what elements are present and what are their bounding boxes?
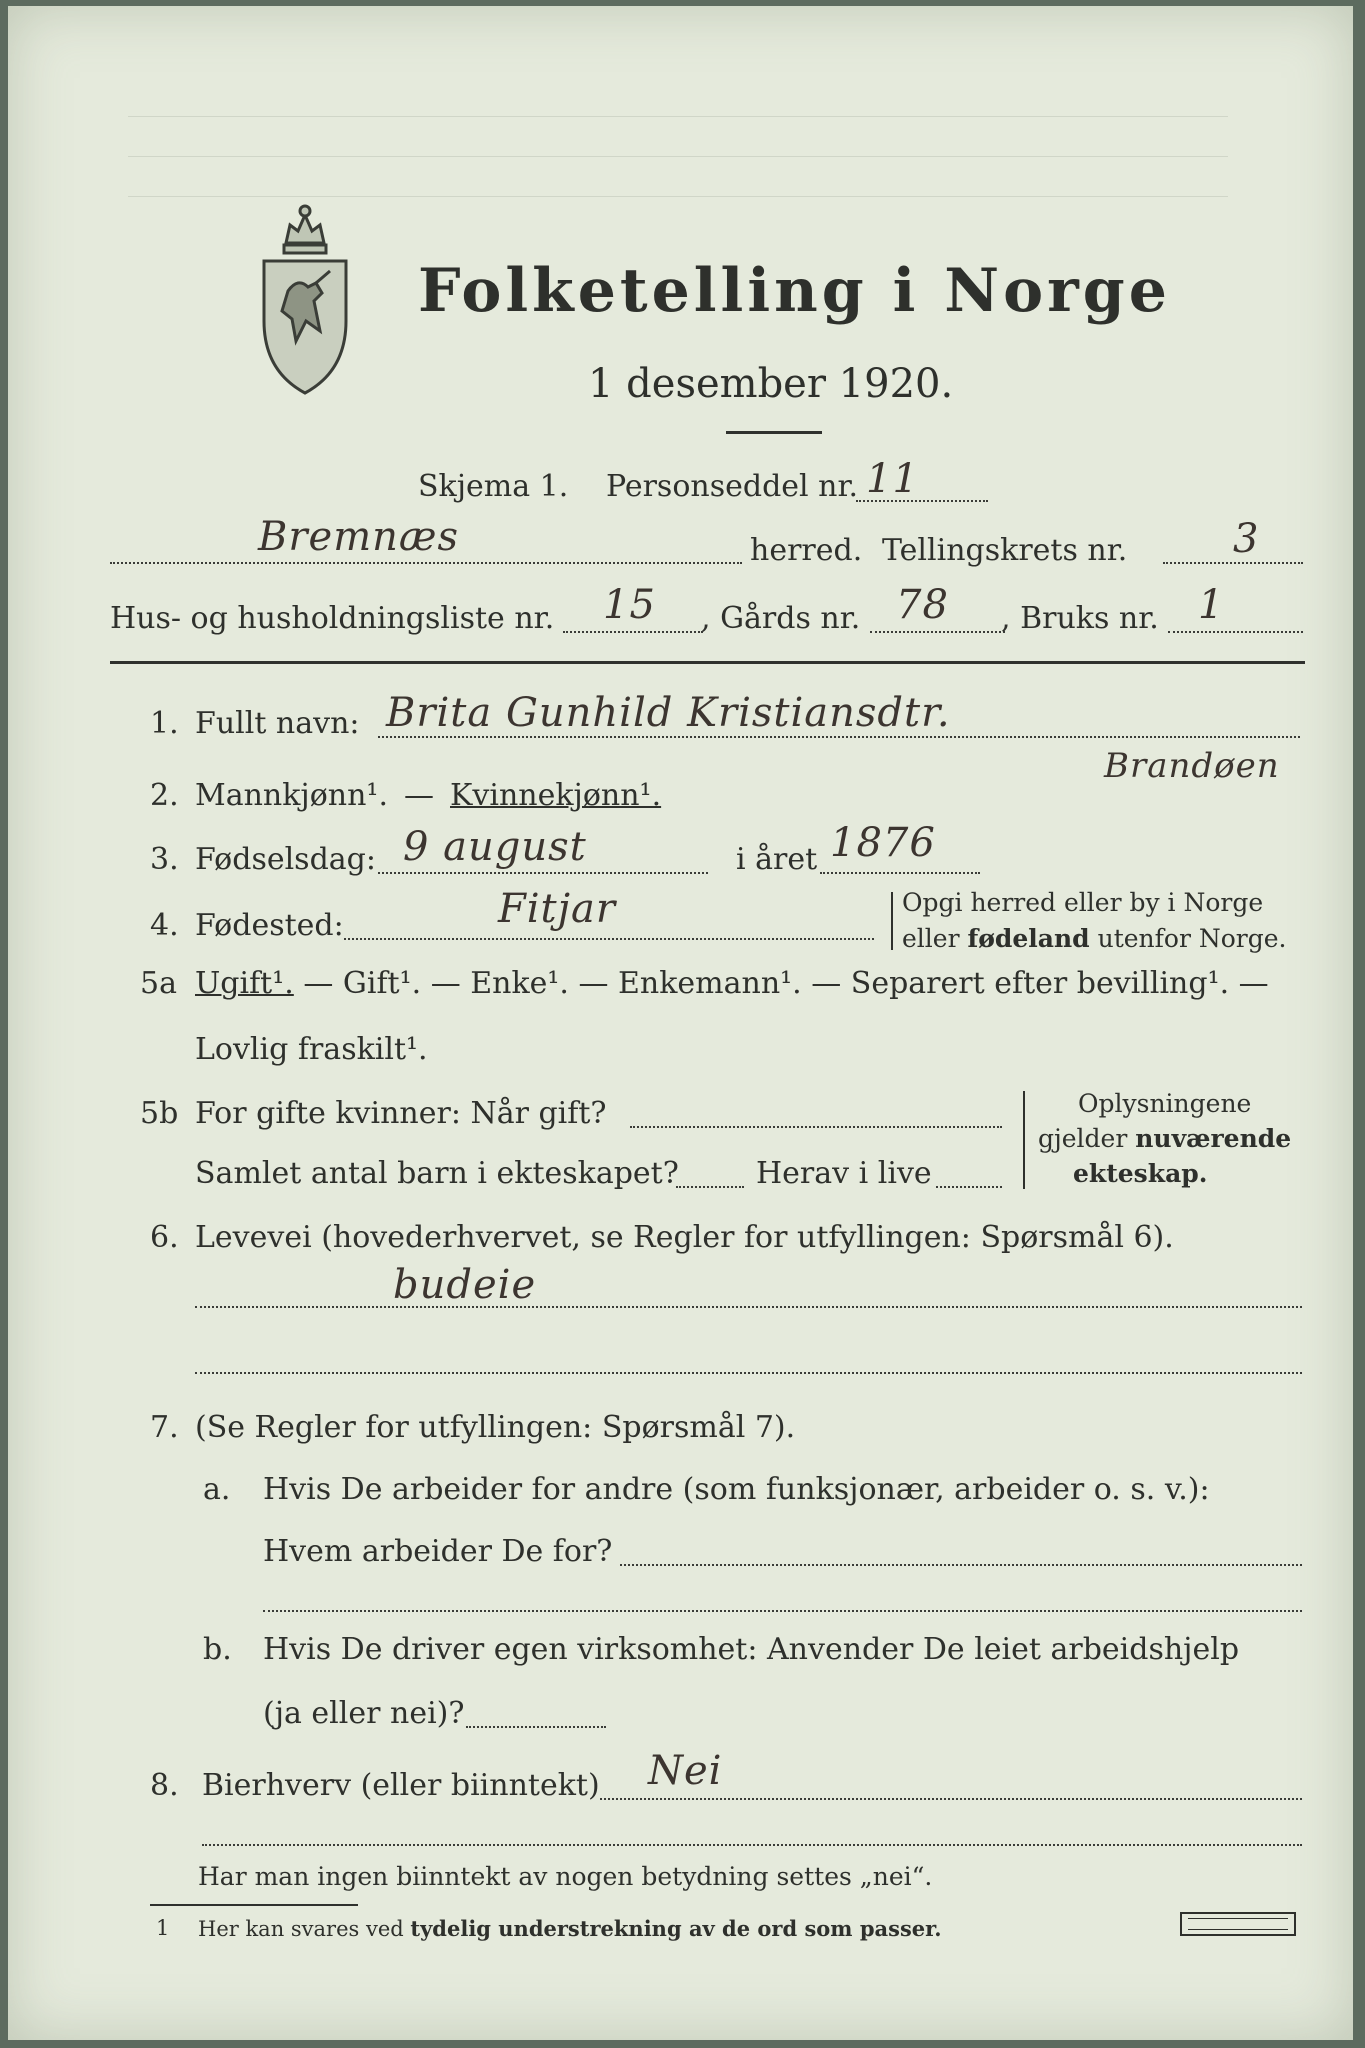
gards-label: , Gårds nr. (701, 601, 861, 636)
year-line (820, 872, 980, 874)
q5b-label-3: Herav i live (756, 1156, 932, 1191)
form-title: Folketelling i Norge (418, 256, 1171, 326)
q7b-text: Hvis De driver egen virksomhet: Anvender De leiet arbeidshjelp (263, 1632, 1240, 1667)
q4-line (344, 938, 874, 940)
female-option-selected[interactable]: Kvinnekjønn¹. (450, 778, 662, 813)
tellingskrets-line (1163, 562, 1303, 564)
birth-year-value[interactable]: 1876 (830, 820, 936, 866)
bruks-value[interactable]: 1 (1198, 582, 1225, 628)
birthdate-value[interactable]: 9 august (403, 824, 587, 870)
q2-separator: — (404, 778, 434, 813)
personseddel-value[interactable]: 11 (866, 456, 919, 502)
hus-value[interactable]: 15 (603, 582, 656, 628)
coat-of-arms-icon (256, 201, 354, 401)
side-income-value[interactable]: Nei (648, 1748, 723, 1794)
skjema-label: Skjema 1. (418, 469, 569, 504)
tellingskrets-value[interactable]: 3 (1233, 516, 1260, 562)
q5b-line-2 (676, 1186, 744, 1188)
bruks-label: , Bruks nr. (1001, 601, 1159, 636)
q5b-note-3: ekteskap. (1073, 1159, 1208, 1188)
bleed-line (128, 196, 1228, 197)
tellingskrets-label: Tellingskrets nr. (882, 533, 1128, 568)
q4-brace (891, 892, 893, 950)
q7-number: 7. (150, 1410, 179, 1445)
q1-line (378, 736, 1300, 738)
q7a-line-2 (263, 1610, 1302, 1612)
year-label: i året (736, 842, 818, 877)
q2-number: 2. (150, 778, 179, 813)
q3-label: Fødselsdag: (195, 842, 376, 877)
footnote-number: 1 (156, 1916, 170, 1940)
birthplace-value[interactable]: Fitjar (498, 886, 616, 932)
full-name-value-2[interactable]: Brandøen (1104, 746, 1280, 786)
header-rule (110, 661, 1305, 664)
herred-label: herred. (750, 533, 863, 568)
q6-line-1 (195, 1306, 1302, 1308)
q3-number: 3. (150, 842, 179, 877)
q5b-line-1 (630, 1126, 1002, 1128)
herred-line (110, 562, 742, 564)
personseddel-label: Personseddel nr. (606, 469, 859, 504)
hus-label: Hus- og husholdningsliste nr. (110, 601, 555, 636)
bleed-line (128, 116, 1228, 117)
q7a-number: a. (203, 1472, 231, 1507)
q4-label: Fødested: (195, 908, 344, 943)
q5b-brace (1023, 1091, 1025, 1189)
herred-value[interactable]: Bremnæs (258, 514, 460, 560)
bruks-line (1168, 631, 1303, 633)
bleed-line (128, 156, 1228, 157)
q5b-label-2: Samlet antal barn i ekteskapet? (195, 1156, 679, 1191)
full-name-value[interactable]: Brita Gunhild Kristiansdtr. (386, 690, 951, 736)
printer-stamp (1180, 1912, 1296, 1936)
census-form (8, 6, 1353, 2040)
q7a-line-1 (620, 1564, 1302, 1566)
q5b-label-1: For gifte kvinner: Når gift? (195, 1096, 607, 1131)
q8-label: Bierhverv (eller biinntekt) (202, 1768, 600, 1803)
q7b-question: (ja eller nei)? (263, 1696, 465, 1731)
q7b-number: b. (203, 1632, 232, 1667)
title-rule (726, 431, 822, 434)
footnote-text: Her kan svares ved tydelig understrekning av de ord som passer. (198, 1916, 942, 1941)
q6-label: Levevei (hovederhvervet, se Regler for utfyllingen: Spørsmål 6). (195, 1220, 1174, 1255)
q5a-number: 5a (140, 966, 177, 1001)
ugift-option-selected[interactable]: Ugift¹. (195, 966, 294, 1001)
occupation-value[interactable]: budeie (393, 1262, 537, 1308)
q5b-note-2: gjelder nuværende (1038, 1124, 1292, 1153)
gards-line (870, 631, 1005, 633)
q5b-number: 5b (140, 1096, 179, 1131)
q1-label: Fullt navn: (195, 706, 360, 741)
q5b-line-3 (936, 1186, 1002, 1188)
q4-note-2: eller fødeland utenfor Norge. (902, 924, 1287, 953)
q7b-line (466, 1726, 606, 1728)
male-option[interactable]: Mannkjønn¹. (195, 778, 388, 813)
q8-number: 8. (150, 1768, 179, 1803)
footnote-rule (150, 1904, 358, 1906)
q7a-question: Hvem arbeider De for? (263, 1534, 613, 1569)
q5b-note-1: Oplysningene (1078, 1089, 1252, 1118)
q4-number: 4. (150, 908, 179, 943)
q4-note-1: Opgi herred eller by i Norge (902, 888, 1264, 917)
footer-note: Har man ingen biinntekt av nogen betydning settes „nei“. (198, 1862, 933, 1891)
hus-line (563, 631, 703, 633)
q8-line-2 (202, 1844, 1302, 1846)
q6-number: 6. (150, 1220, 179, 1255)
q7a-text: Hvis De arbeider for andre (som funksjonær, arbeider o. s. v.): (263, 1472, 1210, 1507)
lovlig-fraskilt-option[interactable]: Lovlig fraskilt¹. (195, 1032, 428, 1067)
q7-label: (Se Regler for utfyllingen: Spørsmål 7). (195, 1410, 796, 1445)
q8-line-1 (600, 1798, 1302, 1800)
q1-number: 1. (150, 706, 179, 741)
q3-line (378, 872, 708, 874)
q6-line-2 (195, 1372, 1302, 1374)
form-date: 1 desember 1920. (588, 361, 954, 407)
gards-value[interactable]: 78 (896, 582, 949, 628)
marital-status-options[interactable]: Ugift¹. — Gift¹. — Enke¹. — Enkemann¹. — Separert efter bevilling¹. — (195, 966, 1269, 1001)
